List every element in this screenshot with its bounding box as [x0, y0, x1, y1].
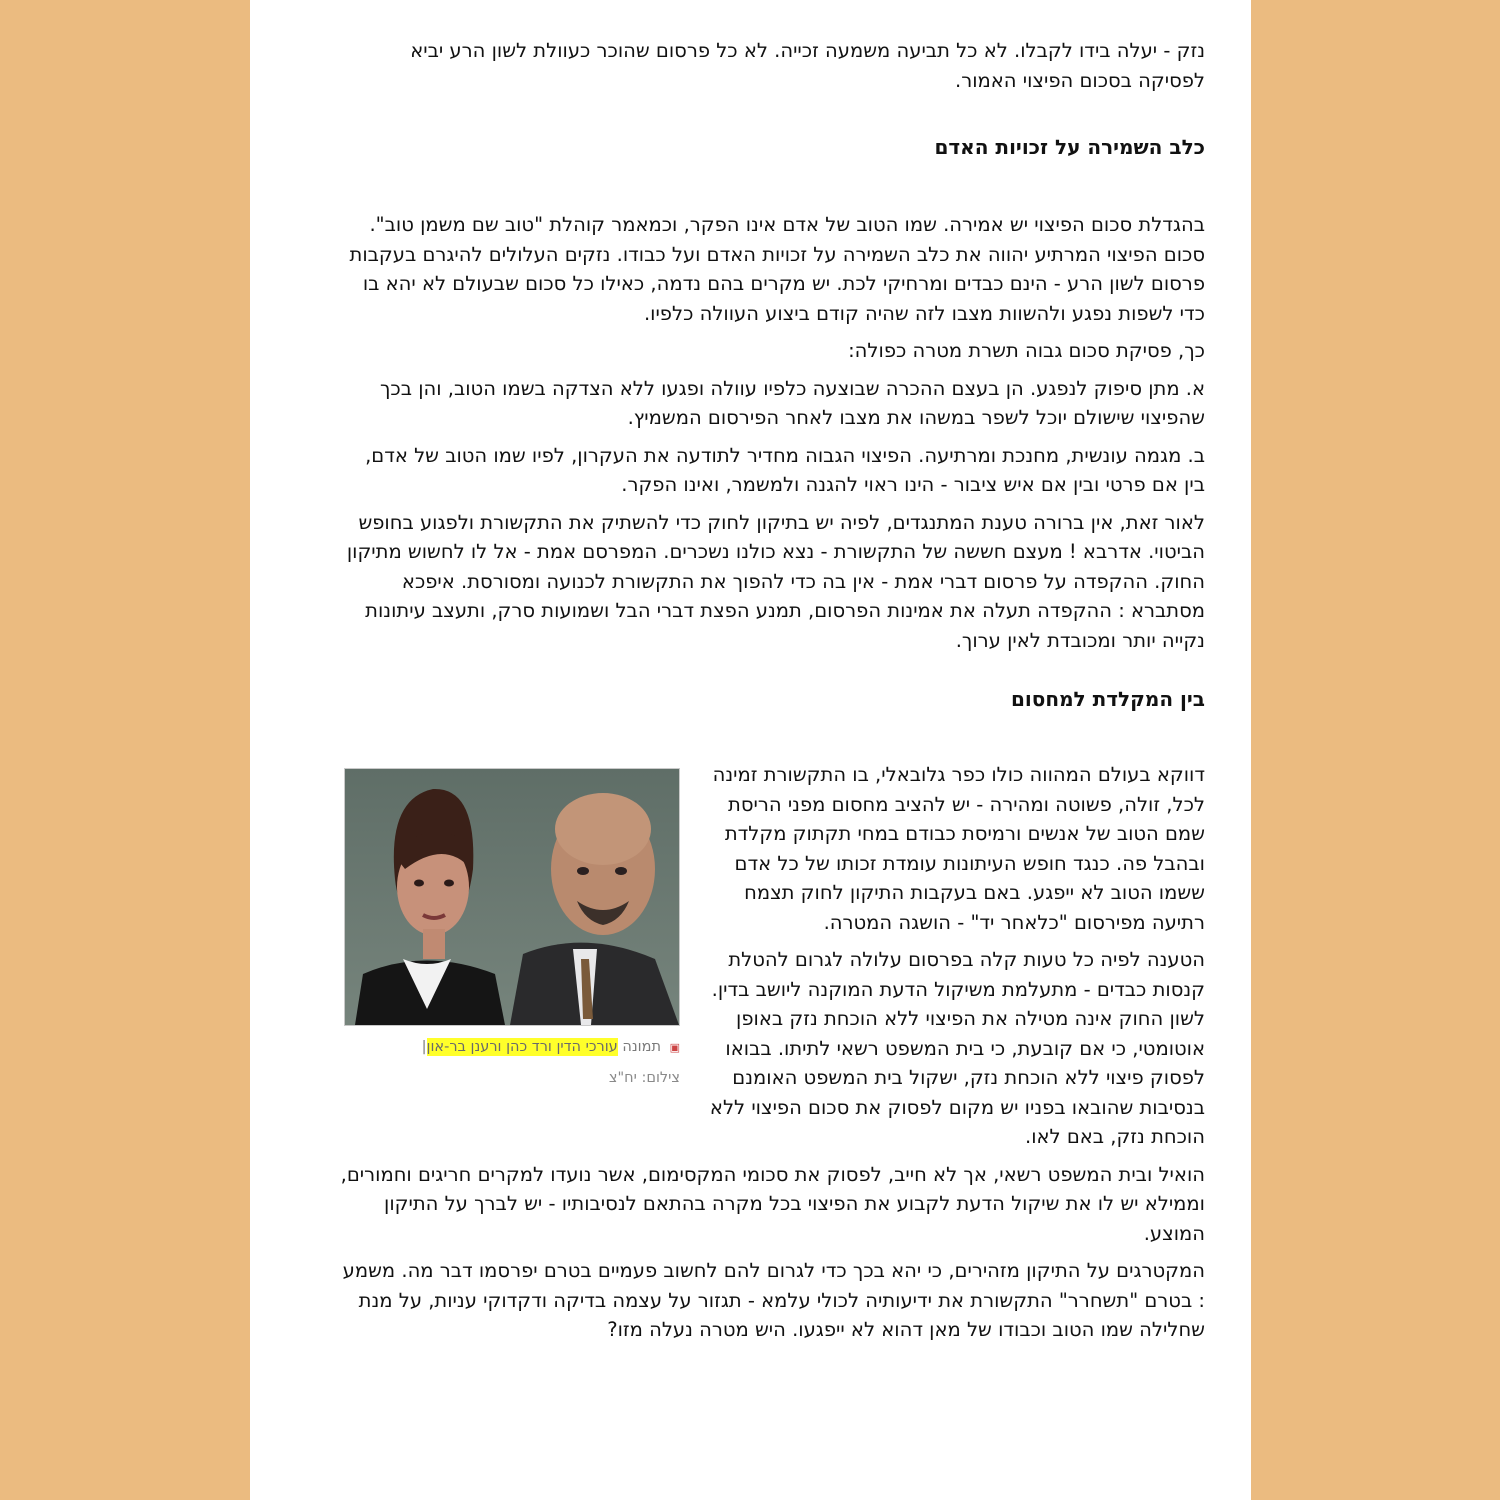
section-heading-keyboard-barrier: בין המקלדת למחסום: [1010, 687, 1205, 711]
section1-paragraph: כך, פסיקת סכום גבוה תשרת מטרה כפולה:: [848, 339, 1205, 362]
caption-cursor: |: [421, 1039, 427, 1055]
photo-credit: צילום: יח"צ: [608, 1070, 680, 1086]
lawyers-photo-illustration: [345, 769, 679, 1025]
caption-bullet-icon: ▣: [669, 1041, 680, 1054]
caption-label: תמונה: [622, 1039, 661, 1055]
section2-paragraph: המקטרגים על התיקון מזהירים, כי יהא בכך כדי לגרום להם לחשוב פעמיים בטרם יפרסמו דבר מה. משמע : בטרם "תשחרר" התקשורת את ידיעותיה לכולי עלמא - תגזור על עצמה בדיקה ודקדוקי עניות, על מנת שחלילה שמו הטוב וכבודו של מאן דהוא לא ייפגעו. היש מטרה נעלה מזו?: [342, 1259, 1205, 1341]
section1-paragraph: בהגדלת סכום הפיצוי יש אמירה. שמו הטוב של אדם אינו הפקר, וכמאמר קוהלת "טוב שם משמן טוב". סכום הפיצוי המרתיע יהווה את כלב השמירה על זכויות האדם ועל כבודו. נזקים העלולים להיגרם בעקבות פרסום לשון הרע - הינם כבדים ומרחיקי לכת. יש מקרים בהם נדמה, כאילו כל סכום שבעולם לא יהא בו כדי לשפות נפגע ולהשוות מצבו לזה שהיה קודם ביצוע העוולה כלפיו.: [349, 213, 1205, 325]
lawyers-photo: [344, 768, 680, 1026]
section2-paragraph: הואיל ובית המשפט רשאי, אך לא חייב, לפסוק את סכומי המקסימום, אשר נועדו למקרים חריגים וחמורים, וממילא יש לו את שיקול הדעת לקבוע את הפיצוי בכל מקרה בהתאם לנסיבותיו - יש לברך על התיקון המוצע.: [340, 1162, 1205, 1245]
photo-caption: [340, 1036, 680, 1059]
section1-paragraph: ב. מגמה עונשית, מחנכת ומרתיעה. הפיצוי הגבוה מחדיר לתודעה את העקרון, לפיו שמו הטוב של אדם, בין אם פרטי ובין אם איש ציבור - הינו ראוי להגנה ולמשמר, ואינו הפקר.: [365, 443, 1205, 496]
section-heading-guard-dog: כלב השמירה על זכויות האדם: [934, 135, 1205, 159]
document-page: [250, 0, 1251, 1500]
section2-paragraph: הטענה לפיה כל טעות קלה בפרסום עלולה לגרום להטלת קנסות כבדים - מתעלמת משיקול הדעת המוקנה ליושב בדין. לשון החוק אינה מטילה את הפיצוי ללא הוכחת נזק באופן אוטומטי, כי אם קובעת, כי בית המשפט רשאי לתיתו. בבואו לפסוק פיצוי ללא הוכחת נזק, ישקול בית המשפט האומנם בנסיבות שהובאו בפניו יש מקום לפסוק את סכום הפיצוי ללא הוכחת נזק, באם לאו.: [709, 948, 1205, 1148]
section2-paragraph: דווקא בעולם המהווה כולו כפר גלובאלי, בו התקשורת זמינה לכל, זולה, פשוטה ומהירה - יש להציב מחסום מפני הריסת שמם הטוב של אנשים ורמיסת כבודם במחי תקתוק מקלדת ובהבל פה. כנגד חופש העיתונות עומדת זכותו של כל אדם ששמו הטוב לא ייפגע. באם בעקבות התיקון לחוק תצמח רתיעה מפירסום "כלאחר יד" - הושגה המטרה.: [712, 763, 1205, 934]
intro-paragraph: נזק - יעלה בידו לקבלו. לא כל תביעה משמעה זכייה. לא כל פרסום שהוכר כעוולת לשון הרע יביא לפסיקה בסכום הפיצוי האמור.: [410, 39, 1205, 92]
article-figure: [340, 768, 680, 1089]
caption-text-highlighted: עורכי הדין ורד כהן ורענן בר-און: [426, 1039, 618, 1055]
section1-paragraph: א. מתן סיפוק לנפגע. הן בעצם ההכרה שבוצעה כלפיו עוולה ופגעו ללא הצדקה בשמו הטוב, והן בכך שהפיצוי שישולם יוכל לשפר במשהו את מצבו לאחר הפירסום המשמיץ.: [379, 376, 1205, 429]
section1-paragraph: לאור זאת, אין ברורה טענת המתנגדים, לפיה יש בתיקון לחוק כדי להשתיק את התקשורת ולפגוע בחופש הביטוי. אדרבא ! מעצם חששה של התקשורת - נצא כולנו נשכרים. המפרסם אמת - אל לו לחשוש מתיקון החוק. ההקפדה על פרסום דברי אמת - אין בה כדי להפוך את התקשורת לכנועה ומסורסת. איפכא מסתברא : ההקפדה תעלה את אמינות הפרסום, תמנע הפצת דברי הבל ושמועות סרק, ותעצב עיתונות נקייה יותר ומכובדת לאין ערוך.: [346, 510, 1205, 652]
article-body: [340, 36, 1205, 1353]
